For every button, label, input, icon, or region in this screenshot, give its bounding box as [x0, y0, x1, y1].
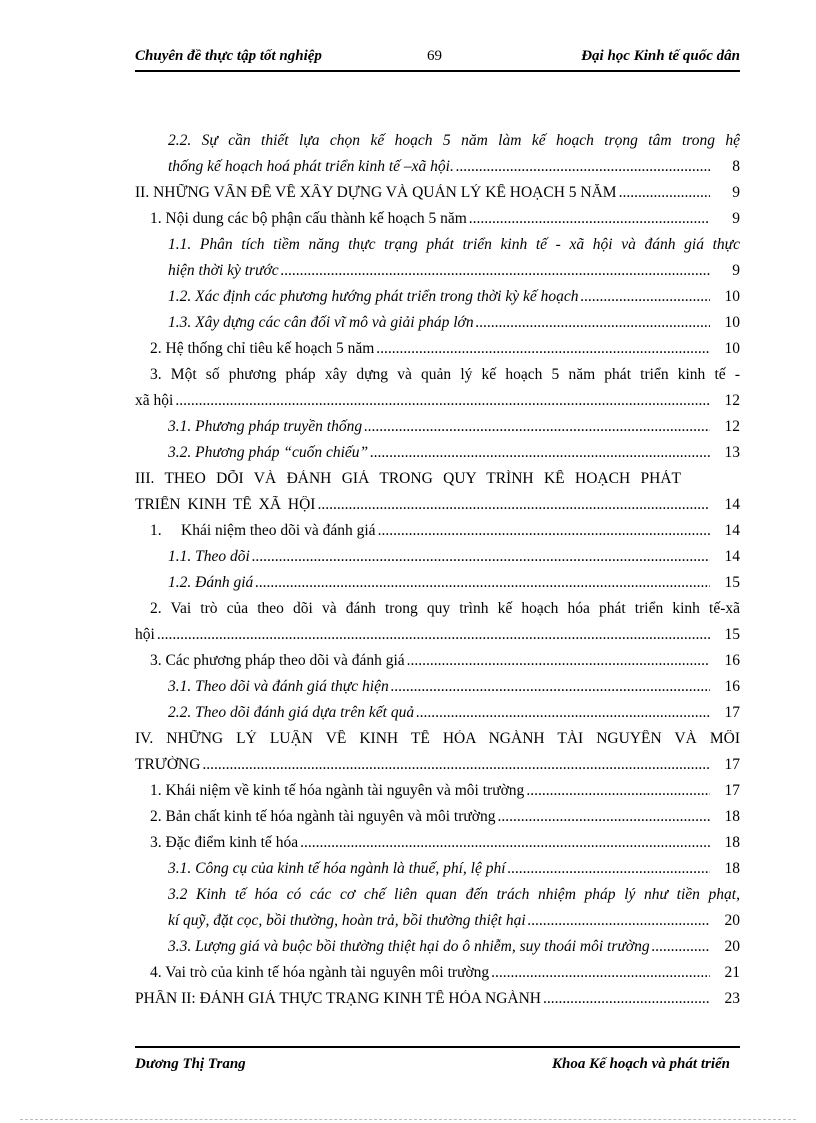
toc-entry: 2. Vai trò của theo dõi và đánh trong quy trình kế hoạch hóa phát triển kinh tế-xã — [150, 600, 740, 617]
toc-entry: TRƯỜNG ..... 17 — [135, 756, 740, 778]
toc-entry: thống kế hoạch hoá phát triển kinh tế –xã hội. ..... 8 — [168, 158, 740, 180]
toc-entry: 2.2. Theo dõi đánh giá dựa trên kết quả ..... 17 — [168, 704, 740, 726]
header-document-title: Chuyên đề thực tập tốt nghiệp — [135, 48, 322, 64]
footer-department: Khoa Kế hoạch và phát triển — [552, 1056, 730, 1072]
toc-entry: 2. Hệ thống chỉ tiêu kế hoạch 5 năm ..... 10 — [150, 340, 740, 362]
page-footer — [135, 1046, 740, 1072]
toc-entry: 1. Khái niệm về kinh tế hóa ngành tài nguyên và môi trường ..... 17 — [150, 782, 740, 804]
toc-entry: 3. Một số phương pháp xây dựng và quản lý kế hoạch 5 năm phát triển kinh tế - — [150, 366, 740, 383]
toc-entry: IV. NHỮNG LÝ LUẬN VỀ KINH TẾ HÓA NGÀNH TÀI NGUYÊN VÀ MÔI — [135, 730, 740, 747]
footer-author: Dương Thị Trang — [135, 1056, 246, 1072]
toc-entry: 3.1. Công cụ của kinh tế hóa ngành là thuế, phí, lệ phí ..... 18 — [168, 860, 740, 882]
page-bottom-divider — [20, 1119, 796, 1120]
toc-entry: hội ..... 15 — [135, 626, 740, 648]
toc-entry: 1.1. Theo dõi ..... 14 — [168, 548, 740, 570]
toc-entry: 1.3. Xây dựng các cân đối vĩ mô và giải pháp lớn ..... 10 — [168, 314, 740, 336]
toc-entry: 3. Các phương pháp theo dõi và đánh giá ..... 16 — [150, 652, 740, 674]
toc-entry: 1.2. Đánh giá ..... 15 — [168, 574, 740, 596]
toc-entry: TRIỂN KINH TẾ XÃ HỘI ..... 14 — [135, 496, 740, 518]
toc-entry: 3.2. Phương pháp “cuốn chiếu” ..... 13 — [168, 444, 740, 466]
toc-entry: 3. Đặc điểm kinh tế hóa ..... 18 — [150, 834, 740, 856]
toc-entry: II. NHỮNG VẤN ĐỀ VỀ XÂY DỰNG VÀ QUẢN LÝ KẾ HOẠCH 5 NĂM ..... 9 — [135, 184, 740, 206]
toc-entry: 4. Vai trò của kinh tế hóa ngành tài nguyên môi trường ..... 21 — [150, 964, 740, 986]
toc-entry: 3.1. Theo dõi và đánh giá thực hiện ..... 16 — [168, 678, 740, 700]
toc-entry: 1. Khái niệm theo dõi và đánh giá ..... 14 — [150, 522, 740, 544]
toc-entry: 3.1. Phương pháp truyền thống ..... 12 — [168, 418, 740, 440]
toc-entry: 1.1. Phân tích tiềm năng thực trạng phát triển kinh tế - xã hội và đánh giá thực — [168, 236, 740, 253]
toc-entry: III. THEO DÕI VÀ ĐÁNH GIÁ TRONG QUY TRÌNH KẾ HOẠCH PHÁT — [135, 470, 681, 487]
header-university: Đại học Kinh tế quốc dân — [581, 48, 740, 64]
toc-entry: 3.3. Lượng giá và buộc bồi thường thiệt hại do ô nhiễm, suy thoái môi trường ..... 20 — [168, 938, 740, 960]
toc-entry: 1. Nội dung các bộ phận cấu thành kế hoạch 5 năm ..... 9 — [150, 210, 740, 232]
header-page-number: 69 — [427, 48, 442, 64]
toc-entry: 2. Bản chất kinh tế hóa ngành tài nguyên và môi trường ..... 18 — [150, 808, 740, 830]
toc-entry: 2.2. Sự cần thiết lựa chọn kế hoạch 5 năm làm kế hoạch trọng tâm trong hệ — [168, 132, 740, 149]
toc-entry: 1.2. Xác định các phương hướng phát triển trong thời kỳ kế hoạch ..... 10 — [168, 288, 740, 310]
toc-entry: hiện thời kỳ trước ..... 9 — [168, 262, 740, 284]
toc-entry: xã hội ..... 12 — [135, 392, 740, 414]
toc-entry: kí quỹ, đặt cọc, bồi thường, hoàn trả, bồi thường thiệt hại ..... 20 — [168, 912, 740, 934]
toc-entry: 3.2 Kinh tế hóa có các cơ chế liên quan đến trách nhiệm pháp lý như tiền phạt, — [168, 886, 740, 903]
toc-entry: PHẦN II: ĐÁNH GIÁ THỰC TRẠNG KINH TẾ HÓA NGÀNH ..... 23 — [135, 990, 740, 1012]
page-header — [135, 46, 740, 72]
